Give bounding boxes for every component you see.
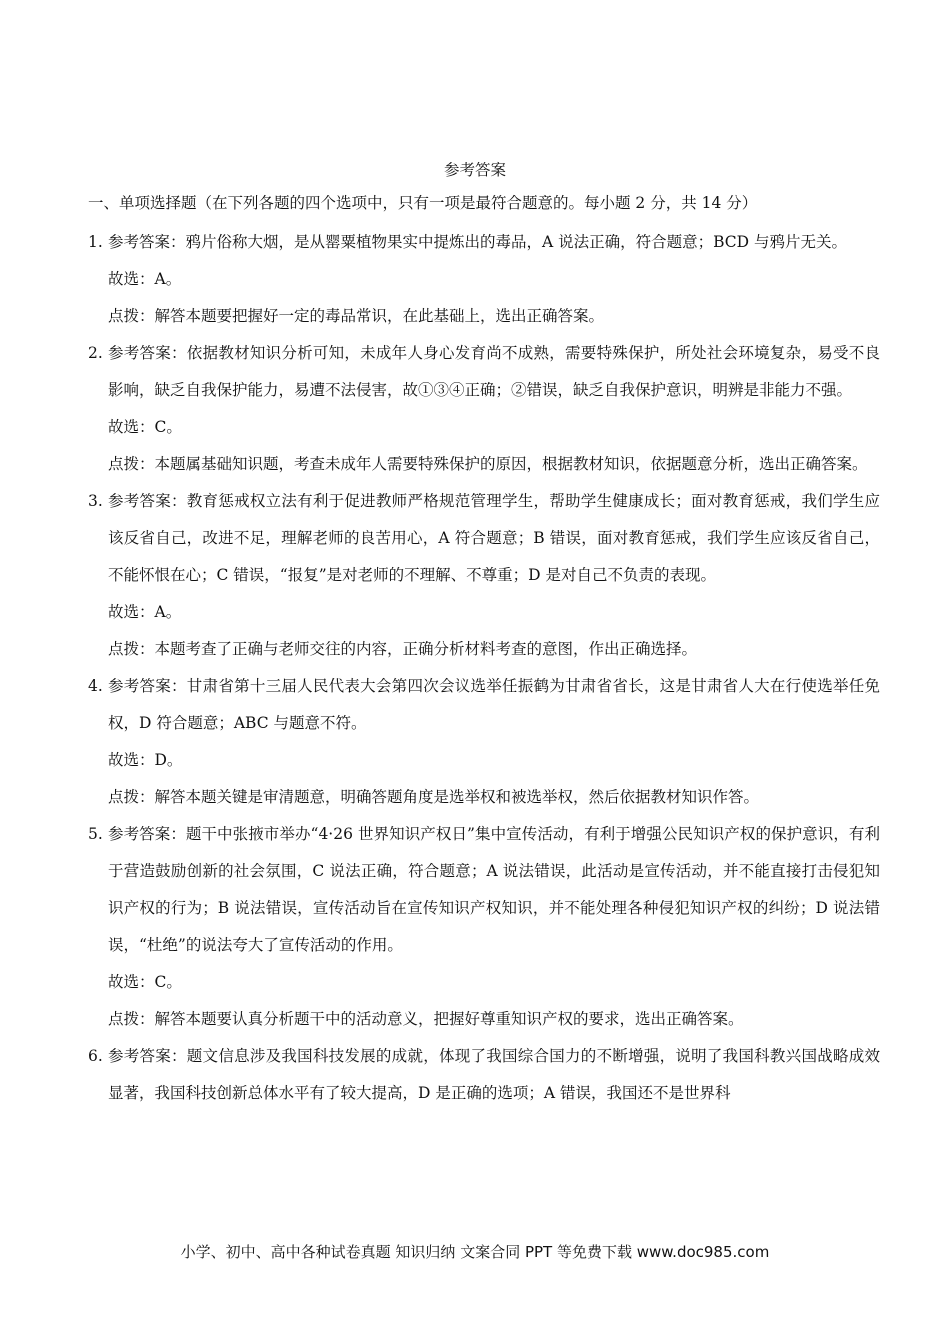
answer-reference: 参考答案：依据教材知识分析可知，未成年人身心发育尚不成熟，需要特殊保护，所处社会环境复杂，易受不良影响，缺乏自我保护能力，易遭不法侵害，故①③④正确；②错误，缺乏自我保护意识，明辨是非能力不强。	[108, 344, 880, 399]
answer-number: 6.	[88, 1047, 103, 1065]
answer-hint: 点拨：解答本题关键是审清题意，明确答题角度是选举权和被选举权，然后依据教材知识作答。	[108, 788, 760, 806]
answer-hint: 点拨：本题属基础知识题，考查未成年人需要特殊保护的原因，根据教材知识，依据题意分析，选出正确答案。	[108, 455, 868, 473]
answer-item-6	[88, 1038, 880, 1112]
page-title: 参考答案	[443, 161, 506, 179]
answer-reference: 参考答案：题干中张掖市举办“4·26 世界知识产权日”集中宣传活动，有利于增强公民知识产权的保护意识，有利于营造鼓励创新的社会氛围，C 说法正确，符合题意；A 说法错误，此活动是宣传活动，并不能直接打击侵犯知识产权的行为；B 说法错误，宣传活动旨在宣传知识产权知识，并不能处理各种侵犯知识产权的纠纷；D 说法错误，“杜绝”的说法夸大了宣传活动的作用。	[108, 825, 880, 954]
answer-reference: 参考答案：鸦片俗称大烟，是从罂粟植物果实中提炼出的毒品，A 说法正确，符合题意；BCD 与鸦片无关。	[108, 233, 848, 251]
answer-item-5	[88, 816, 880, 1038]
answer-list	[88, 224, 880, 1112]
section-heading: 一、单项选择题（在下列各题的四个选项中，只有一项是最符合题意的。每小题 2 分，共 14 分）	[88, 194, 758, 212]
answer-reference: 参考答案：教育惩戒权立法有利于促进教师严格规范管理学生，帮助学生健康成长；面对教育惩戒，我们学生应该反省自己，改进不足，理解老师的良苦用心，A 符合题意；B 错误，面对教育惩戒，我们学生应该反省自己，不能怀恨在心；C 错误，“报复”是对老师的不理解、不尊重；D 是对自己不负责的表现。	[108, 492, 880, 584]
answer-number: 5.	[88, 825, 103, 843]
answer-number: 3.	[88, 492, 103, 510]
answer-number: 1.	[88, 233, 103, 251]
answer-number: 2.	[88, 344, 103, 362]
answer-choice: 故选：D。	[108, 751, 183, 769]
answer-item-2	[88, 335, 880, 483]
answer-choice: 故选：A。	[108, 270, 182, 288]
answer-choice: 故选：A。	[108, 603, 182, 621]
answer-reference: 参考答案：题文信息涉及我国科技发展的成就，体现了我国综合国力的不断增强，说明了我国科教兴国战略成效显著，我国科技创新总体水平有了较大提高，D 是正确的选项；A 错误，我国还不是世界科	[108, 1047, 880, 1102]
answer-item-3	[88, 483, 880, 668]
answer-hint: 点拨：本题考查了正确与老师交往的内容，正确分析材料考查的意图，作出正确选择。	[108, 640, 698, 658]
answer-reference: 参考答案：甘肃省第十三届人民代表大会第四次会议选举任振鹤为甘肃省省长，这是甘肃省人大在行使选举任免权，D 符合题意；ABC 与题意不符。	[108, 677, 880, 732]
answer-hint: 点拨：解答本题要把握好一定的毒品常识，在此基础上，选出正确答案。	[108, 307, 605, 325]
answer-item-1	[88, 224, 880, 335]
answer-choice: 故选：C。	[108, 973, 182, 991]
answer-choice: 故选：C。	[108, 418, 182, 436]
answer-number: 4.	[88, 677, 103, 695]
answer-item-4	[88, 668, 880, 816]
answer-hint: 点拨：解答本题要认真分析题干中的活动意义，把握好尊重知识产权的要求，选出正确答案。	[108, 1010, 744, 1028]
page-footer: 小学、初中、高中各种试卷真题 知识归纳 文案合同 PPT 等免费下载 www.doc985.com	[180, 1243, 770, 1261]
